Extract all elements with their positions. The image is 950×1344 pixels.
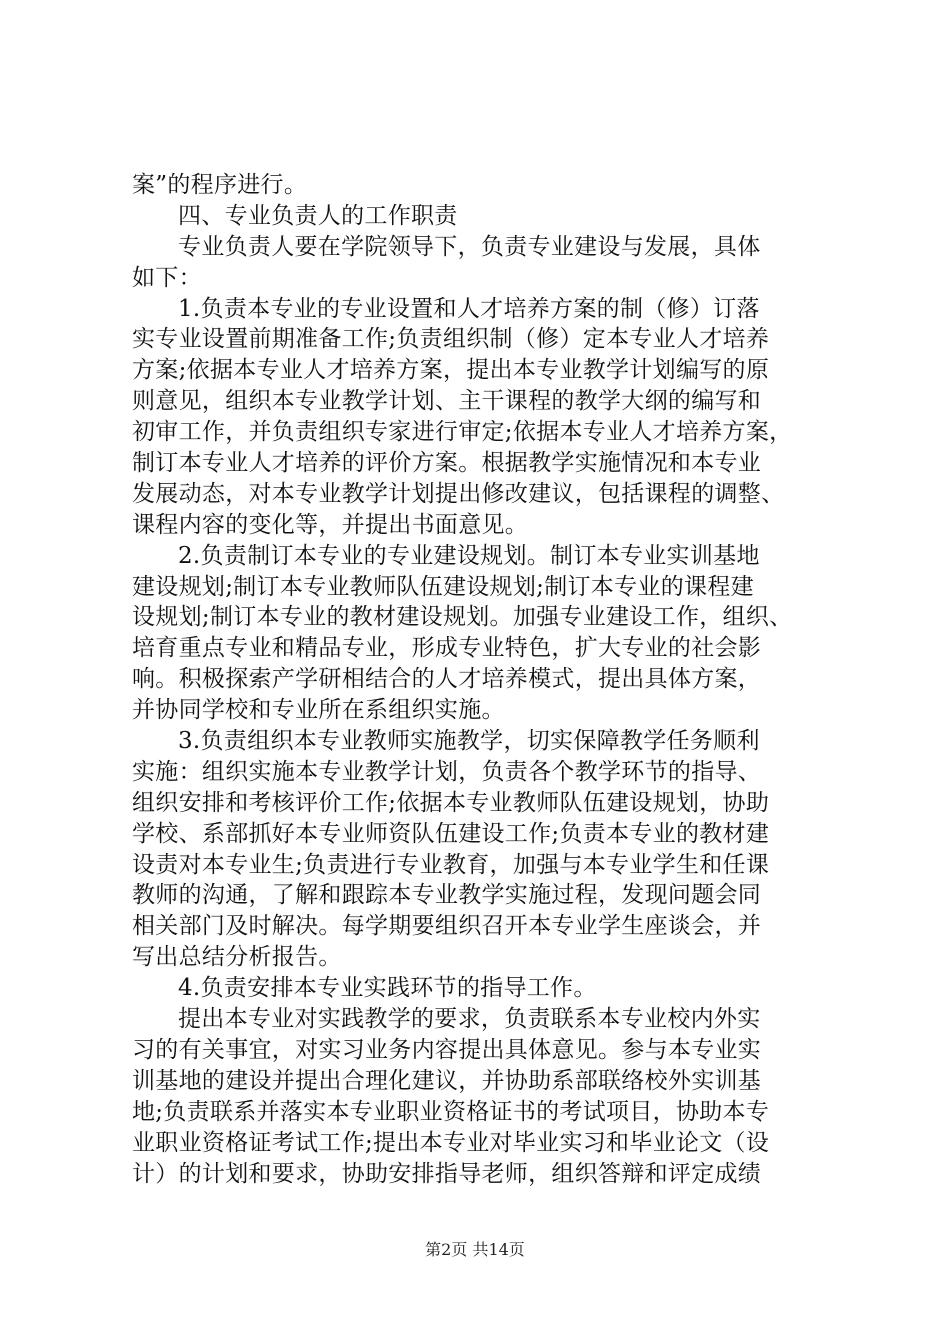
text-line: 实施：组织实施本专业教学计划，负责各个教学环节的指导、 [132,758,762,785]
text-line: 提出本专业对实践教学的要求，负责联系本专业校内外实 [178,1006,761,1033]
text-line: 3.负责组织本专业教师实施教学，切实保障教学任务顺利 [178,728,760,755]
text-line: 则意见，组织本专业教学计划、主干课程的教学大纲的编写和 [132,388,762,415]
text-line: 设责对本专业生;负责进行专业教育，加强与本专业学生和任课 [132,851,770,878]
text-line: 响。积极探索产学研相结合的人才培养模式，提出具体方案， [132,666,762,693]
text-line: 专业负责人要在学院领导下，负责专业建设与发展，具体 [178,233,761,260]
text-line: 课程内容的变化等，并提出书面意见。 [132,511,529,538]
text-line: 初审工作，并负责组织专家进行审定;依据本专业人才培养方案， [132,419,793,446]
text-line: 如下： [132,264,202,291]
text-line: 地;负责联系并落实本专业职业资格证书的考试项目，协助本专 [132,1098,770,1125]
text-line: 习的有关事宜，对实习业务内容提出具体意见。参与本专业实 [132,1036,762,1063]
text-line: 4.负责安排本专业实践环节的指导工作。 [178,975,597,1002]
text-line: 相关部门及时解决。每学期要组织召开本专业学生座谈会，并 [132,913,762,940]
text-line: 教师的沟通，了解和跟踪本专业教学实施过程，发现问题会同 [132,882,762,909]
text-line: 写出总结分析报告。 [132,944,342,971]
text-line: 训基地的建设并提出合理化建议，并协助系部联络校外实训基 [132,1067,762,1094]
text-line: 业职业资格证考试工作;提出本专业对毕业实习和毕业论文（设 [132,1129,770,1156]
text-line: 并协同学校和专业所在系组织实施。 [132,697,505,724]
text-line: 实专业设置前期准备工作;负责组织制（修）定本专业人才培养 [132,326,770,353]
text-line: 计）的计划和要求，协助安排指导老师，组织答辩和评定成绩 [132,1160,762,1187]
text-line: 方案;依据本专业人才培养方案，提出本专业教学计划编写的原 [132,357,770,384]
text-line: 组织安排和考核评价工作;依据本专业教师队伍建设规划，协助 [132,789,770,816]
page-footer: 第2页 共14页 [425,1240,525,1259]
text-line: 2.负责制订本专业的专业建设规划。制订本专业实训基地 [178,542,760,569]
text-line: 培育重点专业和精品专业，形成专业特色，扩大专业的社会影 [132,635,762,662]
text-line: 建设规划;制订本专业教师队伍建设规划;制订本专业的课程建 [132,573,754,600]
text-line: 学校、系部抓好本专业师资队伍建设工作;负责本专业的教材建 [132,820,770,847]
text-line: 发展动态，对本专业教学计划提出修改建议，包括课程的调整、 [132,480,785,507]
text-line: 设规划;制订本专业的教材建设规划。加强专业建设工作，组织、 [132,604,793,631]
text-line: 制订本专业人才培养的评价方案。根据教学实施情况和本专业 [132,450,762,477]
text-line: 四、专业负责人的工作职责 [178,202,458,229]
text-line: 1.负责本专业的专业设置和人才培养方案的制（修）订落 [178,295,760,322]
text-line: 案”的程序进行。 [132,172,308,198]
document-body [132,170,832,1189]
